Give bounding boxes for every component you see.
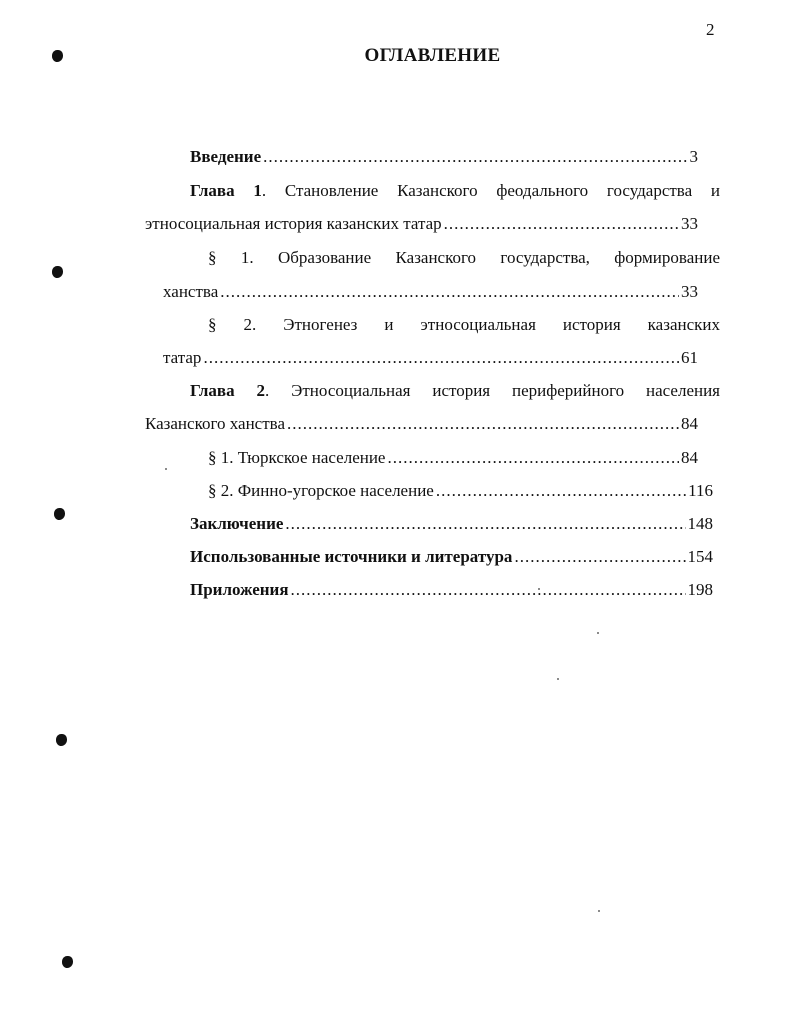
toc-page: 84 [681, 448, 698, 467]
toc-entry-ch1-s2-line1[interactable] [208, 314, 720, 336]
toc-label: Приложения [190, 580, 289, 599]
toc-label: этносоциальная история казанских татар [145, 214, 442, 233]
dot-leader [387, 447, 679, 469]
toc-entry-ch1-line1[interactable] [190, 180, 720, 202]
toc-label: . Становление Казанского феодального государства и [261, 181, 720, 200]
dot-leader [444, 213, 679, 235]
toc-page: 61 [681, 348, 698, 367]
punch-hole-2 [52, 266, 63, 278]
toc-chapter-prefix: Глава 1 [190, 181, 262, 200]
toc-entry-ch2-s1[interactable] [208, 447, 698, 469]
punch-hole-4 [56, 734, 67, 746]
toc-entry-sources[interactable] [190, 546, 713, 568]
page-number: 2 [706, 20, 715, 39]
toc-entry-conclusion[interactable] [190, 513, 713, 535]
toc-label: Заключение [190, 514, 284, 533]
dot-leader [291, 579, 686, 601]
scan-speck [557, 678, 559, 680]
dot-leader [203, 347, 679, 369]
dot-leader [263, 146, 687, 168]
scan-speck [598, 910, 600, 912]
toc-page: 33 [681, 214, 698, 233]
toc-entry-ch1-s1-line1[interactable] [208, 247, 720, 269]
toc-label: Казанского ханства [145, 414, 286, 433]
toc-page: 154 [687, 547, 713, 566]
dot-leader [287, 413, 679, 435]
dot-leader [285, 513, 685, 535]
toc-entry-ch2-s2[interactable] [208, 480, 713, 502]
toc-page: 33 [681, 282, 698, 301]
toc-label: Введение [190, 147, 262, 166]
toc-entry-ch1-s2-line2[interactable] [163, 347, 698, 369]
toc-page: 116 [688, 481, 713, 500]
punch-hole-5 [62, 956, 73, 968]
dot-leader [220, 281, 679, 303]
toc-label: § 1. Образование Казанского государства, формирование [208, 248, 720, 267]
toc-label: . Этносоциальная история периферийного населения [265, 381, 721, 400]
toc-entry-ch2-line2[interactable] [145, 413, 698, 435]
toc-label: § 2. Этногенез и этносоциальная история казанских [208, 315, 720, 334]
scan-speck [597, 632, 599, 634]
toc-entry-ch2-line1[interactable] [190, 380, 720, 402]
toc-entry-ch1-line2[interactable] [145, 213, 698, 235]
toc-page: 84 [681, 414, 698, 433]
toc-entry-ch1-s1-line2[interactable] [163, 281, 698, 303]
toc-page: 3 [689, 147, 698, 166]
toc-page: 198 [687, 580, 713, 599]
toc-label: Использованные источники и литература [190, 547, 513, 566]
toc-label: ханства [163, 282, 219, 301]
toc-label: § 2. Финно-угорское население [208, 481, 434, 500]
toc-entry-intro[interactable] [190, 146, 698, 168]
toc-label: татар [163, 348, 202, 367]
toc-entry-appendix[interactable] [190, 579, 713, 601]
toc-page: 148 [687, 514, 713, 533]
page-title: ОГЛАВЛЕНИЕ [364, 45, 501, 66]
dot-leader [514, 546, 685, 568]
punch-hole-3 [54, 508, 65, 520]
toc-label: § 1. Тюркское население [208, 448, 386, 467]
toc-chapter-prefix: Глава 2 [190, 381, 266, 400]
dot-leader [436, 480, 686, 502]
scan-speck [165, 468, 167, 470]
